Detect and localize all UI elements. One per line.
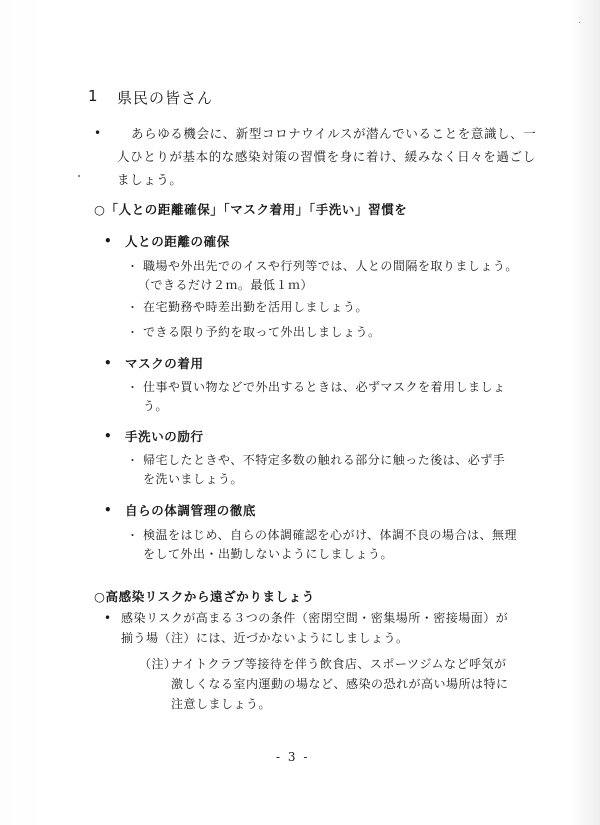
health-item1-line1: 検温をはじめ、自らの体調確認を心がけ、体調不良の場合は、無理 — [143, 528, 518, 542]
habits-heading: ○「人との距離確保」「マスク着用」「手洗い」習慣を — [94, 202, 408, 217]
handwash-title: 手洗いの励行 — [125, 429, 204, 444]
intro-line-3: ましょう。 — [117, 172, 183, 187]
health-item1-dot: ・ — [127, 529, 138, 542]
distance-item3: できる限り予約を取って外出しましょう。 — [143, 325, 381, 339]
mask-item1-line1: 仕事や買い物などで外出するときは、必ずマスクを着用しましょ — [143, 380, 506, 394]
risk-line-2: 揃う場（注）には、近づかないようにしましょう。 — [121, 631, 409, 645]
distance-bullet: • — [104, 234, 112, 248]
risk-heading: ○高感染リスクから遠ざかりましょう — [94, 589, 315, 604]
health-item1-line2: をして外出・出勤しないようにしましょう。 — [143, 547, 394, 561]
risk-line-1: 感染リスクが高まる３つの条件（密閉空間・密集場所・密接場面）が — [121, 611, 509, 625]
distance-item3-dot: ・ — [127, 326, 138, 339]
distance-item2: 在宅勤務や時差出勤を活用しましょう。 — [143, 300, 369, 314]
health-bullet: • — [104, 503, 112, 517]
scan-speck — [579, 22, 580, 23]
distance-item1-dot: ・ — [127, 260, 138, 273]
handwash-item1-line2: を洗いましょう。 — [143, 472, 244, 486]
page-number: - 3 - — [276, 750, 310, 764]
handwash-item1-dot: ・ — [127, 454, 138, 467]
mask-title: マスクの着用 — [125, 356, 204, 371]
note-label: （注） — [139, 657, 177, 671]
distance-title: 人との距離の確保 — [125, 234, 230, 249]
section-title: 県民の皆さん — [117, 89, 214, 107]
mask-item1-line2: う。 — [143, 399, 169, 413]
section-number: 1 — [88, 87, 99, 105]
distance-item1-line2: （できるだけ２ｍ。最低１ｍ） — [138, 278, 314, 292]
distance-item1-line1: 職場や外出先でのイスや行列等では、人との間隔を取りましょう。 — [143, 259, 518, 273]
mask-bullet: • — [104, 356, 112, 370]
health-title: 自らの体調管理の徹底 — [125, 503, 257, 518]
handwash-item1-line1: 帰宅したときや、不特定多数の触れる部分に触った後は、必ず手 — [143, 453, 506, 467]
intro-bullet: • — [94, 126, 102, 140]
note-line-2: 激しくなる室内運動の場など、感染の恐れが高い場所は特に — [171, 677, 509, 691]
scan-speck — [78, 175, 80, 177]
distance-item2-dot: ・ — [127, 301, 138, 314]
note-line-3: 注意しましょう。 — [171, 697, 272, 711]
note-line-1: ナイトクラブ等接待を伴う飲食店、スポーツジムなど呼気が — [171, 657, 507, 671]
mask-item1-dot: ・ — [127, 381, 138, 394]
handwash-bullet: • — [104, 429, 112, 443]
intro-line-1: あらゆる機会に、新型コロナウイルスが潜んでいることを意識し、一 — [131, 126, 537, 141]
risk-bullet: • — [104, 611, 112, 625]
intro-line-2: 人ひとりが基本的な感染対策の習慣を身に着け、緩みなく日々を過ごし — [117, 149, 536, 164]
